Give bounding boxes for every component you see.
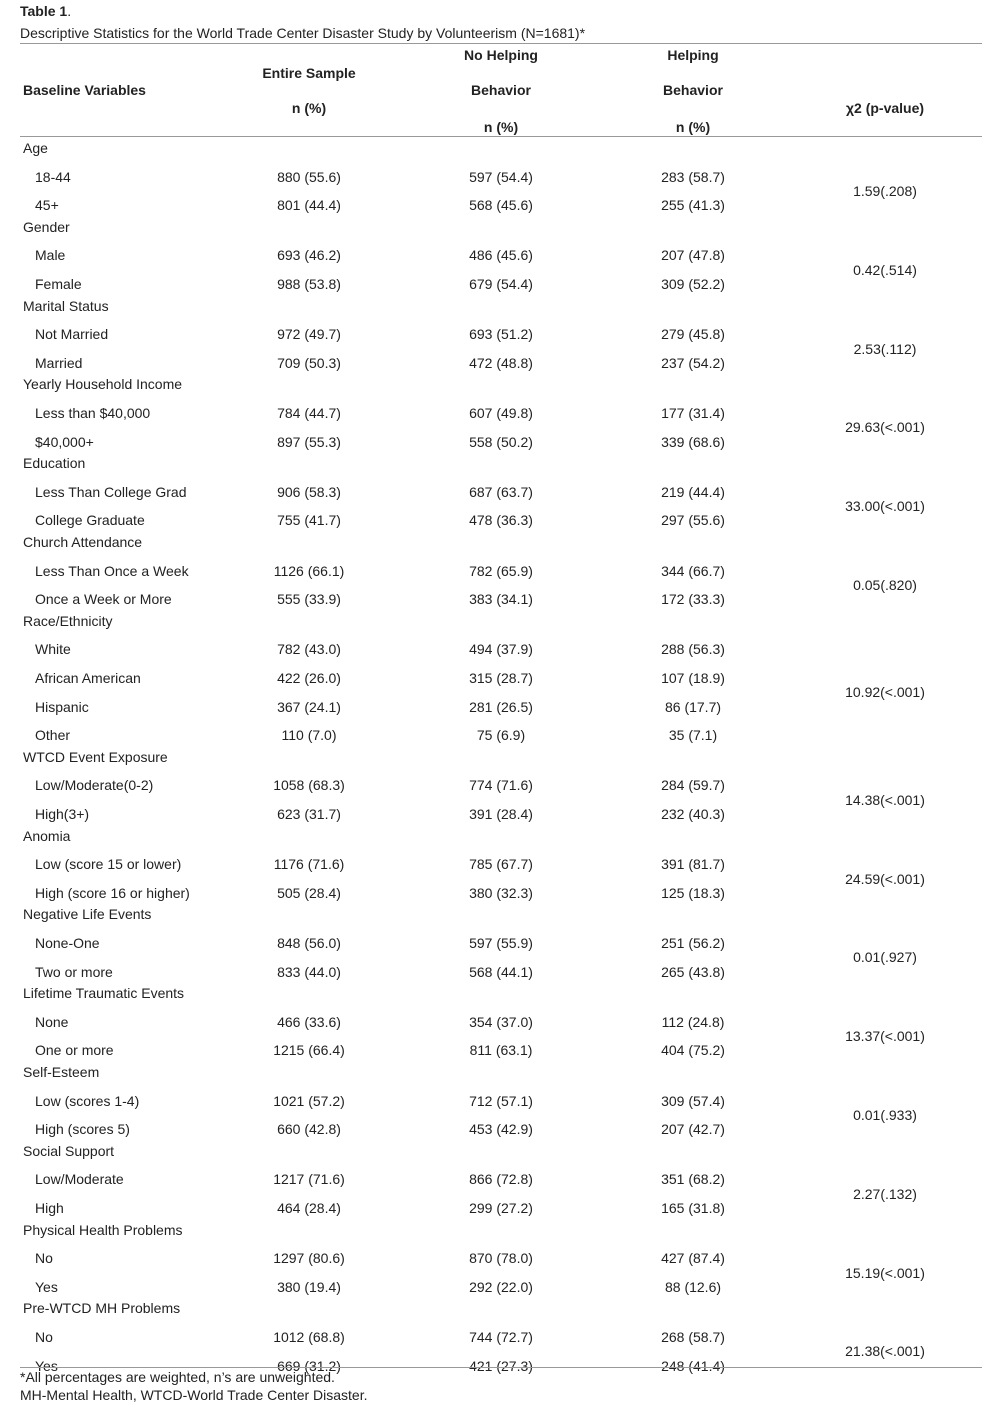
cell-helping: 207 (42.7) <box>661 1121 725 1138</box>
row-label: Low (score 15 or lower) <box>35 856 182 873</box>
cell-helping: 283 (58.7) <box>661 168 725 185</box>
cell-no-helping: 354 (37.0) <box>469 1013 533 1030</box>
footnote-weighting: *All percentages are weighted, n’s are unweighted. <box>20 1369 335 1385</box>
cell-no-helping: 383 (34.1) <box>469 591 533 608</box>
cell-entire-sample: 422 (26.0) <box>277 670 341 686</box>
cell-no-helping: 774 (71.6) <box>469 777 533 794</box>
header-baseline: Baseline Variables <box>23 82 146 98</box>
header-no-helping-1: No Helping <box>464 47 538 63</box>
row-label: None-One <box>35 935 100 951</box>
cell-chi-square: 2.53(.112) <box>853 340 917 357</box>
cell-entire-sample: 906 (58.3) <box>277 483 341 500</box>
cell-entire-sample: 669 (31.2) <box>277 1357 341 1374</box>
cell-helping: 265 (43.8) <box>661 963 725 980</box>
row-label: Not Married <box>35 326 109 343</box>
cell-entire-sample: 623 (31.7) <box>277 806 341 822</box>
cell-no-helping: 597 (55.9) <box>469 935 533 951</box>
row-label: Once a Week or More <box>35 591 172 608</box>
row-label: Less Than College Grad <box>35 483 187 500</box>
cell-chi-square: 24.59(<.001) <box>845 870 925 887</box>
cell-no-helping: 494 (37.9) <box>469 641 533 658</box>
header-chi-square: χ2 (p-value) <box>845 100 925 116</box>
table-label-suffix: . <box>67 3 72 19</box>
cell-chi-square: 29.63(<.001) <box>845 419 925 436</box>
cell-chi-square: 0.01(.933) <box>853 1106 917 1123</box>
cell-helping: 344 (66.7) <box>661 562 725 579</box>
cell-helping: 35 (7.1) <box>668 727 718 744</box>
cell-chi-square: 0.42(.514) <box>853 261 917 278</box>
header-helping-1: Helping <box>667 47 719 63</box>
cell-no-helping: 391 (28.4) <box>469 806 533 822</box>
cell-chi-square: 14.38(<.001) <box>845 791 925 808</box>
cell-entire-sample: 555 (33.9) <box>277 591 341 608</box>
cell-helping: 165 (31.8) <box>661 1200 725 1216</box>
cell-no-helping: 299 (27.2) <box>469 1200 533 1216</box>
cell-no-helping: 811 (63.1) <box>469 1042 533 1059</box>
row-label: 18-44 <box>35 168 71 185</box>
cell-entire-sample: 110 (7.0) <box>281 727 337 744</box>
cell-helping: 207 (47.8) <box>661 247 725 264</box>
cell-entire-sample: 693 (46.2) <box>277 247 341 264</box>
cell-no-helping: 292 (22.0) <box>469 1278 533 1295</box>
cell-helping: 219 (44.4) <box>661 483 725 500</box>
cell-no-helping: 486 (45.6) <box>469 247 533 264</box>
group-label: Education <box>23 455 86 472</box>
table-caption: Descriptive Statistics for the World Trade Center Disaster Study by Volunteerism (N=1681)* <box>20 25 586 41</box>
cell-entire-sample: 972 (49.7) <box>277 326 341 343</box>
cell-helping: 232 (40.3) <box>661 806 725 822</box>
cell-entire-sample: 709 (50.3) <box>277 354 341 371</box>
cell-helping: 255 (41.3) <box>661 197 725 214</box>
row-label: White <box>35 641 71 658</box>
table-label: Table 1 <box>20 3 68 19</box>
cell-chi-square: 15.19(<.001) <box>845 1264 925 1281</box>
group-label: WTCD Event Exposure <box>23 748 168 765</box>
header-helping-n: n (%) <box>675 119 711 135</box>
row-label: Low/Moderate <box>35 1171 124 1188</box>
row-label: $40,000+ <box>35 433 94 450</box>
cell-helping: 339 (68.6) <box>661 433 725 450</box>
cell-no-helping: 785 (67.7) <box>469 856 533 873</box>
cell-helping: 297 (55.6) <box>661 512 725 529</box>
cell-entire-sample: 801 (44.4) <box>277 197 341 214</box>
header-entire: Entire Sample <box>262 65 356 81</box>
row-label: High (score 16 or higher) <box>35 884 190 901</box>
row-label: Yes <box>35 1278 58 1295</box>
cell-no-helping: 472 (48.8) <box>469 354 533 371</box>
cell-chi-square: 0.05(.820) <box>853 576 917 593</box>
cell-entire-sample: 367 (24.1) <box>277 698 341 715</box>
cell-no-helping: 607 (49.8) <box>469 405 533 421</box>
cell-helping: 288 (56.3) <box>661 641 725 658</box>
row-label: Female <box>35 276 82 292</box>
cell-no-helping: 679 (54.4) <box>469 276 533 292</box>
cell-no-helping: 693 (51.2) <box>469 326 533 343</box>
cell-chi-square: 33.00(<.001) <box>845 498 925 515</box>
cell-entire-sample: 782 (43.0) <box>277 641 341 658</box>
group-label: Marital Status <box>23 297 109 314</box>
cell-no-helping: 712 (57.1) <box>469 1092 533 1109</box>
cell-chi-square: 1.59(.208) <box>853 182 917 199</box>
row-label: Other <box>35 727 71 744</box>
group-label: Church Attendance <box>23 534 143 550</box>
bottom-rule <box>20 1367 982 1368</box>
cell-entire-sample: 1012 (68.8) <box>273 1329 345 1345</box>
cell-helping: 86 (17.7) <box>664 698 722 715</box>
group-label: Yearly Household Income <box>23 376 183 393</box>
cell-chi-square: 13.37(<.001) <box>845 1028 925 1045</box>
cell-helping: 309 (57.4) <box>661 1092 725 1109</box>
row-label: Less than $40,000 <box>35 405 151 421</box>
group-label: Self-Esteem <box>23 1064 100 1080</box>
cell-no-helping: 870 (78.0) <box>469 1250 533 1267</box>
cell-helping: 404 (75.2) <box>661 1042 725 1059</box>
cell-entire-sample: 1217 (71.6) <box>273 1171 345 1188</box>
cell-no-helping: 568 (45.6) <box>469 197 533 214</box>
cell-entire-sample: 464 (28.4) <box>277 1200 341 1216</box>
cell-entire-sample: 1021 (57.2) <box>273 1092 345 1109</box>
cell-entire-sample: 1126 (66.1) <box>273 562 345 579</box>
cell-entire-sample: 466 (33.6) <box>277 1013 341 1030</box>
cell-entire-sample: 784 (44.7) <box>277 405 341 421</box>
cell-no-helping: 687 (63.7) <box>469 483 533 500</box>
cell-chi-square: 0.01(.927) <box>853 949 917 966</box>
cell-helping: 268 (58.7) <box>661 1329 725 1345</box>
cell-helping: 112 (24.8) <box>661 1013 725 1030</box>
header-no-helping-2: Behavior <box>471 82 531 98</box>
row-label: Yes <box>35 1357 58 1374</box>
group-label: Race/Ethnicity <box>23 612 113 629</box>
cell-no-helping: 421 (27.3) <box>469 1357 533 1374</box>
cell-helping: 284 (59.7) <box>661 777 725 794</box>
row-label: College Graduate <box>35 512 145 529</box>
cell-helping: 248 (41.4) <box>661 1357 725 1374</box>
group-label: Negative Life Events <box>23 906 152 923</box>
row-label: Hispanic <box>35 698 89 715</box>
cell-entire-sample: 505 (28.4) <box>277 884 341 901</box>
cell-helping: 427 (87.4) <box>661 1250 725 1267</box>
cell-chi-square: 21.38(<.001) <box>845 1343 925 1360</box>
cell-no-helping: 478 (36.3) <box>469 512 533 529</box>
cell-helping: 351 (68.2) <box>661 1171 725 1188</box>
row-label: No <box>35 1250 53 1267</box>
cell-no-helping: 866 (72.8) <box>469 1171 533 1188</box>
header-no-helping-n: n (%) <box>483 119 519 135</box>
cell-no-helping: 453 (42.9) <box>469 1121 533 1138</box>
cell-helping: 107 (18.9) <box>661 670 725 686</box>
row-label: Male <box>35 247 66 264</box>
cell-no-helping: 568 (44.1) <box>469 963 533 980</box>
cell-helping: 177 (31.4) <box>661 405 725 421</box>
cell-no-helping: 782 (65.9) <box>469 562 533 579</box>
cell-no-helping: 558 (50.2) <box>469 433 533 450</box>
cell-chi-square: 2.27(.132) <box>853 1185 917 1202</box>
row-label: High <box>35 1200 64 1216</box>
cell-entire-sample: 380 (19.4) <box>277 1278 341 1295</box>
row-label: High(3+) <box>35 806 90 822</box>
group-label: Social Support <box>23 1142 115 1159</box>
row-label: 45+ <box>35 197 59 214</box>
cell-entire-sample: 880 (55.6) <box>277 168 341 185</box>
row-label: Married <box>35 354 83 371</box>
row-label: Low (scores 1-4) <box>35 1092 140 1109</box>
cell-no-helping: 75 (6.9) <box>476 727 526 744</box>
cell-entire-sample: 660 (42.8) <box>277 1121 341 1138</box>
cell-entire-sample: 1297 (80.6) <box>273 1250 345 1267</box>
cell-helping: 391 (81.7) <box>661 856 725 873</box>
cell-no-helping: 380 (32.3) <box>469 884 533 901</box>
row-label: Low/Moderate(0-2) <box>35 777 154 794</box>
group-label: Age <box>23 140 48 156</box>
cell-entire-sample: 988 (53.8) <box>277 276 341 292</box>
row-label: Two or more <box>35 963 113 980</box>
cell-chi-square: 10.92(<.001) <box>845 684 925 701</box>
row-label: None <box>35 1013 69 1030</box>
row-label: High (scores 5) <box>35 1121 130 1138</box>
group-label: Physical Health Problems <box>23 1221 183 1238</box>
cell-no-helping: 281 (26.5) <box>469 698 533 715</box>
row-label: One or more <box>35 1042 114 1059</box>
cell-helping: 309 (52.2) <box>661 276 725 292</box>
row-label: Less Than Once a Week <box>35 562 189 579</box>
row-label: No <box>35 1329 53 1345</box>
group-label: Pre-WTCD MH Problems <box>23 1300 181 1317</box>
cell-entire-sample: 848 (56.0) <box>277 935 341 951</box>
cell-helping: 88 (12.6) <box>664 1278 722 1295</box>
cell-entire-sample: 1176 (71.6) <box>273 856 345 873</box>
cell-entire-sample: 897 (55.3) <box>277 433 341 450</box>
cell-helping: 279 (45.8) <box>661 326 725 343</box>
cell-no-helping: 744 (72.7) <box>469 1329 533 1345</box>
cell-helping: 251 (56.2) <box>661 935 725 951</box>
group-label: Lifetime Traumatic Events <box>23 985 185 1002</box>
cell-entire-sample: 833 (44.0) <box>277 963 341 980</box>
group-label: Anomia <box>23 827 71 844</box>
group-label: Gender <box>23 218 70 235</box>
cell-entire-sample: 1215 (66.4) <box>273 1042 345 1059</box>
cell-helping: 125 (18.3) <box>661 884 725 901</box>
footnote-abbreviations: MH-Mental Health, WTCD-World Trade Center Disaster. <box>20 1387 368 1403</box>
cell-no-helping: 315 (28.7) <box>469 670 533 686</box>
header-entire-n: n (%) <box>291 100 327 116</box>
row-label: African American <box>35 670 141 686</box>
cell-helping: 237 (54.2) <box>661 354 725 371</box>
cell-helping: 172 (33.3) <box>661 591 725 608</box>
cell-entire-sample: 1058 (68.3) <box>273 777 345 794</box>
cell-no-helping: 597 (54.4) <box>469 168 533 185</box>
cell-entire-sample: 755 (41.7) <box>277 512 341 529</box>
header-helping-2: Behavior <box>663 82 723 98</box>
